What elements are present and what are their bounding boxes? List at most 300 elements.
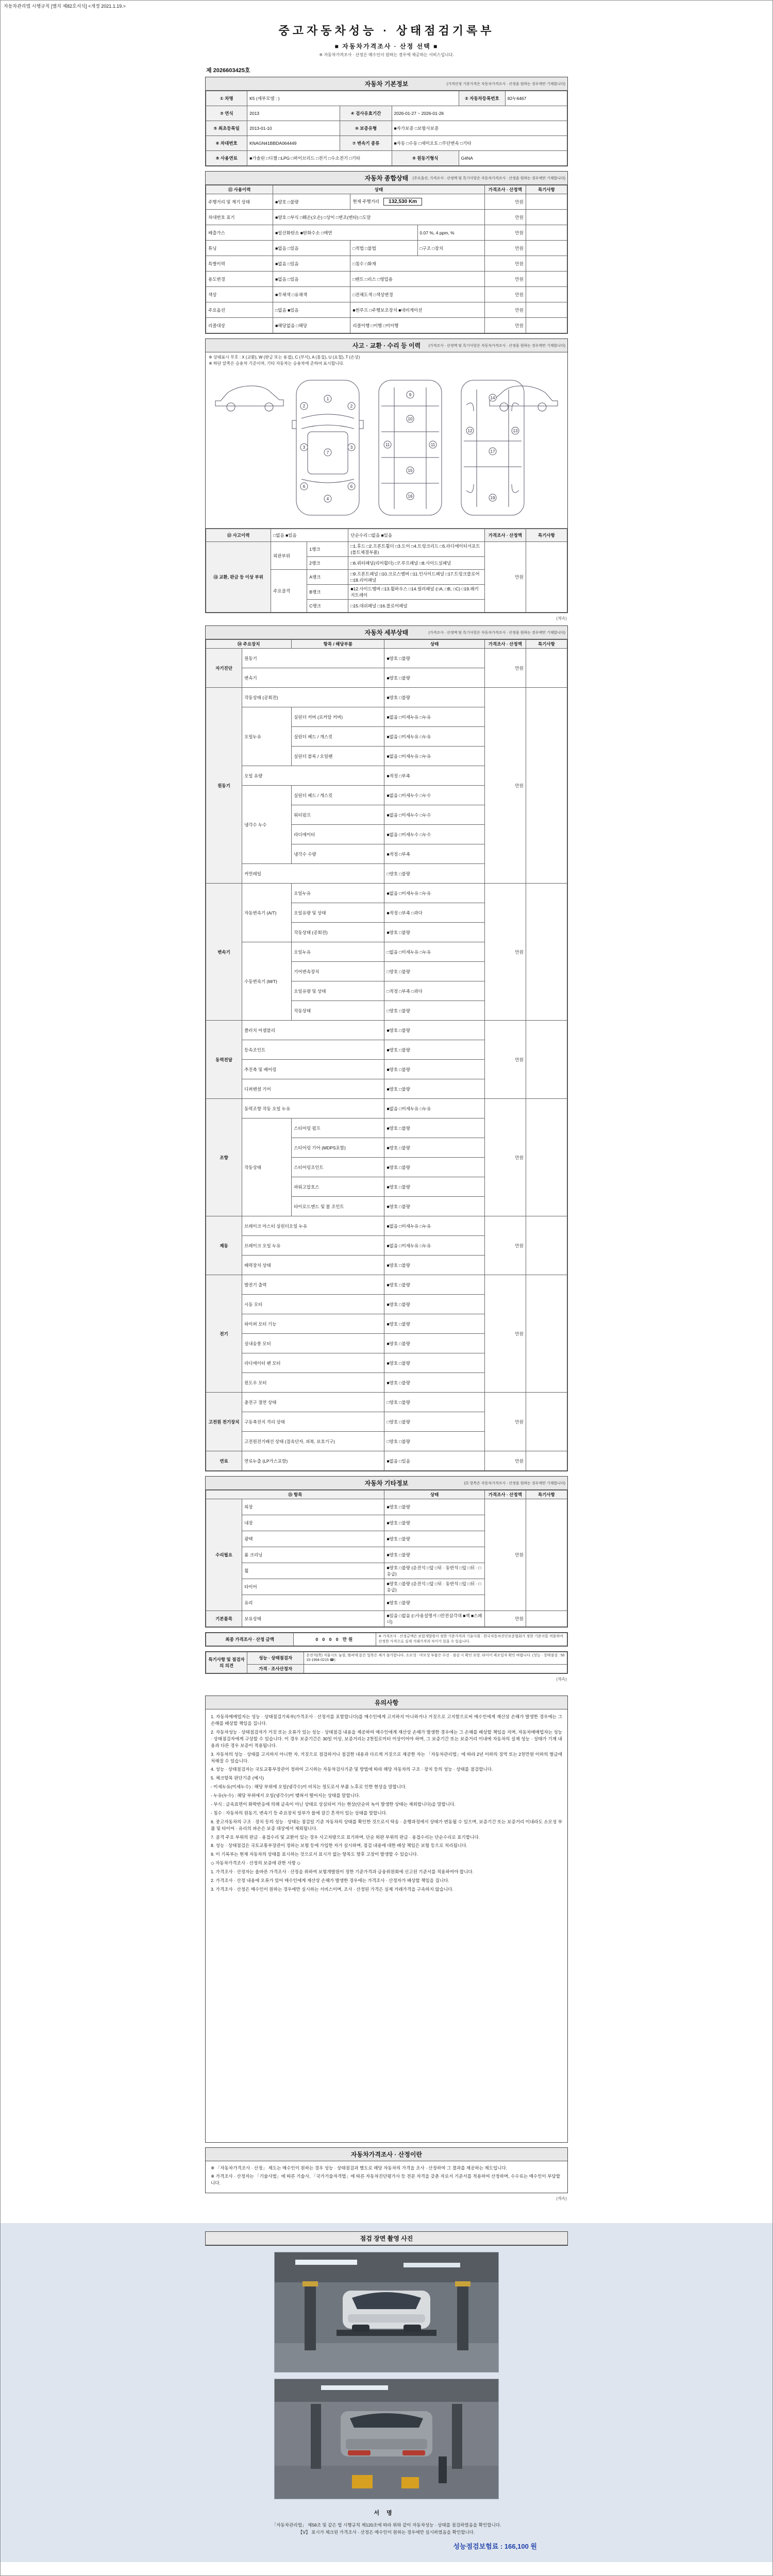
header-cell: 항목 / 해당부품 [292,640,384,649]
cell: □전체도색 □색상변경 [350,287,484,302]
cell: 연료누출 (LP가스포함) [242,1451,384,1471]
cell: 2026-01-27 ~ 2026-01-26 [392,106,567,121]
cell [526,272,567,287]
cell: □적법 □불법 [350,241,417,256]
cell [526,256,567,272]
text-line: - 누유(누수) : 해당 부위에서 오일(냉각수)이 맺혀서 떨어지는 상태를 말합니다. [211,1793,360,1799]
section-notice [205,1696,568,2143]
cell: 만원 [484,1099,526,1216]
cell [526,241,567,256]
cell [526,688,567,884]
text-line: 【Ⅴ】 표시가 체크된 가격조사 · 산정은 매수인이 원하는 경우에만 실시하였음을 확인합니다. [298,2529,475,2535]
cell: 리콜대상 [206,318,273,333]
cell [526,1393,567,1451]
svg-text:11: 11 [430,443,435,447]
continue-marker-3: (계속) [556,2196,567,2201]
cell: 발전기 출력 [242,1275,384,1295]
cell: 추진축 및 베어링 [242,1060,384,1079]
cell: 만원 [484,1499,526,1611]
header-cell: ⑮ 항목 [206,1490,384,1499]
basic-info-table [206,91,567,166]
cell: ■양호 □불량 [384,1531,484,1547]
table-row [206,1633,567,1646]
cell: ■해당없음 □해당 [273,318,350,333]
cell: ■있음 □없음 (□사용설명서 □안전삼각대 ■잭 ■스패너) [384,1611,484,1627]
table-row [206,529,567,542]
header-cell: ⑤ 최초등록일 [206,121,247,136]
document-title: 중고자동차성능 · 상태점검기록부 [278,24,495,37]
text-line: 6. 중고자동차의 구조 · 장치 등의 성능 · 상태는 점검일 기준 자동차의 상태를 확인한 것으로서 탁송 · 운행과정에서 상태가 변동될 수 있으며, 보증기간 또는 보증거리 이내라도 소모성 부품 및 타이어 · 유리의 파손은 보증 대상에서 제외됩니다. [211,1819,562,1831]
basic-info-title: 자동차 기본정보 [364,80,409,88]
cell: □9.프론트패널 □10.크로스멤버 □11.인사이드패널 □17.트렁크플로어 □18.리어패널 [348,570,484,585]
table-row [206,1275,567,1295]
cell: □없음 ■있음 [273,302,350,318]
header-cell: 전기 [206,1275,242,1393]
header-cell: 가격조사 · 산정액 [484,640,526,649]
cell: 커먼레일 [242,864,384,884]
table-row [206,318,567,333]
cell: 만원 [484,272,526,287]
cell: 룸 크리닝 [242,1547,384,1563]
header-cell: ② 자동차등록번호 [459,91,505,106]
cell: ■없음 □미세누유 □누유 [384,1099,484,1118]
cell: A랭크 [307,570,348,585]
cell: ■없음 □미세누유 □누유 [384,884,484,903]
cell: 만원 [484,225,526,241]
text-line: 4. 성능 · 상태점검자는 국토교통부장관이 정하여 고시하는 자동차검사기준 및 방법에 따라 해당 자동차의 구조 · 장치 등의 성능 · 상태를 점검합니다. [211,1767,493,1772]
cell: ■없음 □미세누수 □누수 [384,786,484,805]
comprehensive-title-bar [206,172,567,185]
other-note: (⑮ 항목은 자동차가격조사 · 산정을 원하는 경우에만 기재합니다) [464,1481,565,1485]
cell: 단순수리 □없음 ■있음 [348,529,484,542]
inspection-photo-front [274,2252,499,2372]
inspection-photo-rear [274,2379,499,2499]
cell: ■양호 □불량 [384,1060,484,1079]
cell: 만원 [484,302,526,318]
svg-text:9: 9 [409,393,412,397]
svg-text:2: 2 [350,404,353,409]
cell: ■양호 □불량 [384,1275,484,1295]
cell: 외판부위 [271,542,307,570]
car-damage-diagram [206,368,567,529]
cell: ■양호 □불량 [384,1138,484,1158]
cell: ■양호 □불량 [384,1177,484,1197]
cell: 리콜이행 □이행 □미이행 [350,318,484,333]
table-row [206,106,567,121]
cell [526,287,567,302]
svg-text:1: 1 [326,397,329,401]
cell: 작동상태 (공회전) [292,923,384,942]
cell: K5 (세부모델 : ) [247,91,459,106]
cell: 자동변속기 (A/T) [242,884,292,942]
table-row [206,1451,567,1471]
pricing-info-title: 자동차가격조사 · 산정이란 [350,2151,423,2159]
cell: ■양호 □불량 [384,1499,484,1515]
cell: □6.쿼터패널(리어휠더) □7.루프패널 □8.사이드실패널 [348,557,484,570]
cell [526,302,567,318]
table-row [206,1099,567,1118]
svg-text:3: 3 [303,445,306,450]
cell: 내장 [242,1515,384,1531]
photo-signature-panel [1,2223,772,2563]
cell: ■자동 □수동 □세미오토 □무단변속 □기타 [392,136,567,151]
cell: 만원 [484,194,526,210]
final-price-table [206,1633,567,1646]
header-cell: 기본품목 [206,1611,242,1627]
cell: ■양호 □불량 (운전석 □앞 □뒤 · 동반석 □앞 □뒤 · □응급) [384,1579,484,1595]
table-row [206,194,567,210]
cell: 윈도우 모터 [242,1373,384,1393]
text-line: ◇ 자동차가격조사 · 산정의 보증에 관한 사항 ◇ [211,1860,300,1866]
photos-title: 점검 장면 촬영 사진 [360,2234,413,2242]
cell: 브레이크 오일 누유 [242,1236,384,1256]
cell: 배력장치 상태 [242,1256,384,1275]
notice-title-bar [206,1696,567,1709]
table-row [206,884,567,903]
header-cell: ⑧ 사용연료 [206,151,247,166]
section-final-price [205,1632,568,1647]
cell [526,542,567,613]
cell: 만원 [484,542,526,613]
table-row [206,210,567,225]
cell: 주요골격 [271,570,307,613]
text-line: 9. 이 기록부는 현재 자동차의 상태를 표시하는 것으로서 표시가 없는 항목도 향후 고장이 발생할 수 있습니다. [211,1852,418,1857]
header-cell: ⑥ 차대번호 [206,136,247,151]
table-row [206,136,567,151]
cell: □양호 □불량 [384,1412,484,1432]
photo-rear-svg [275,2379,498,2499]
header-cell: 연료 [206,1451,242,1471]
form-reference-note: 자동차관리법 시행규칙 [별지 제82호서식] <개정 2021.1.19.> [4,4,126,9]
header-cell: 특기사항 [526,185,567,194]
cell: 실린더 커버 (로커암 커버) [292,707,384,727]
cell: 2랭크 [307,557,348,570]
cell [526,1611,567,1627]
cell: 디퍼렌셜 기어 [242,1079,384,1099]
cell: 만원 [484,1393,526,1451]
accident-table [206,529,567,613]
section-inspector-opinion [205,1651,568,1674]
cell: ■양호 □불량 [273,194,350,210]
header-cell: 특기사항 [526,1490,567,1499]
section-comprehensive-state [205,171,568,334]
cell: 워터펌프 [292,805,384,825]
cell: ■12.사이드멤버 □13.휠하우스 □14.필러패널 (□A, □B, □C) □19.패키지트레이 [348,585,484,600]
cell: ■없음 □미세누유 □누유 [384,747,484,766]
cell: 주요옵션 [206,302,273,318]
detail-table [206,639,567,1471]
svg-text:4: 4 [326,497,329,501]
header-cell: ③ 연식 [206,106,247,121]
cell: 시동 모터 [242,1295,384,1314]
cell: 만원 [484,688,526,884]
cell: ■양호 □불량 [384,1197,484,1216]
document-subnote: ※ 자동차가격조사 · 산정은 매수인이 원하는 경우에 제공하는 서비스입니다. [319,53,454,57]
cell: 타이로드엔드 및 볼 조인트 [292,1197,384,1216]
text-line: - 미세누유(미세누수) : 해당 부위에 오일(냉각수)이 비치는 정도로서 부품 노후로 인한 현상을 말합니다. [211,1784,407,1790]
cell: 등속조인트 [242,1040,384,1060]
cell: ■양호 □불량 [384,1353,484,1373]
svg-text:12: 12 [467,429,473,433]
header-cell: ⑭ 주요장치 [206,640,292,649]
accident-legend-basis: ※ 하단 앞쪽은 승용차 기준이며, 기타 자동차는 승용차에 준하여 표시합니다. [209,361,344,366]
cell: 보유상태 [242,1611,384,1627]
cell: 수동변속기 (M/T) [242,942,292,1021]
cell: 만원 [484,210,526,225]
text-line: 「자동차관리법」 제58조 및 같은 법 시행규칙 제120조에 따라 위와 같이 자동차성능 · 상태를 점검하였음을 확인합니다. [272,2522,501,2528]
cell [526,1275,567,1393]
cell: □양호 □불량 [384,1001,484,1021]
cell: ■양호 □불량 [384,1158,484,1177]
car-diagram-svg [206,369,567,523]
table-row [206,542,567,557]
cell: 1랭크 [307,542,348,557]
cell: ■적정 □부족 □과다 [384,903,484,923]
section-other-info [205,1476,568,1628]
cell: ■양호 □불량 [384,1314,484,1334]
cell: G4NA [459,151,567,166]
cell [526,1216,567,1275]
cell: 2013 [247,106,340,121]
cell: 오일유량 및 상태 [292,903,384,923]
cell: □양호 □불량 [384,864,484,884]
section-photos [205,2231,568,2246]
cell: ■없음 □있음 [273,272,350,287]
cell: ■없음 □미세누수 □누수 [384,805,484,825]
accident-title-bar [206,339,567,352]
text-line: 3. 자동차의 성능 · 상태를 고지하지 아니한 자, 거짓으로 점검하거나 점검한 내용과 다르게 거짓으로 제공한 자는 「자동차관리법」에 따라 2년 이하의 징역 또는 2천만원 이하의 벌금에 처해질 수 있습니다. [211,1751,562,1764]
svg-text:6: 6 [350,484,353,489]
cell: □없음 □미세누유 □누유 [384,942,484,962]
cell: 충전구 절연 상태 [242,1393,384,1412]
svg-text:19: 19 [490,496,495,500]
other-title: 자동차 기타정보 [364,1480,409,1487]
cell: 2013-01-10 [247,121,340,136]
insurance-premium-amount: 166,100 원 [504,2543,537,2551]
header-cell: 수리필요 [206,1499,242,1611]
cell: ■양호 □불량 [384,649,484,668]
comprehensive-title: 자동차 종합상태 [364,175,409,182]
detail-title: 자동차 세부상태 [364,629,409,636]
cell: ※ 가격조사 · 산정금액은 보험개발원이 정한 기준가격과 기술사회 · 한국자동차진단보증협회가 정한 기준서를 적용하여 산정한 가격으로 실제 거래가격과 차이가 있을 수 있습니다. [376,1633,567,1646]
table-row [206,688,567,707]
cell: 만원 [484,884,526,1021]
cell: ■가솔린 □디젤 □LPG □하이브리드 □전기 □수소전기 □기타 [247,151,392,166]
cell: ■썬루프 □주행보조장치 ■네비게이션 [350,302,484,318]
cell: 만원 [484,1021,526,1099]
cell: 타이어 [242,1579,384,1595]
continue-marker-1: (계속) [556,616,567,621]
cell: 만원 [484,1611,526,1627]
cell: ■양호 □불량 [384,1334,484,1353]
continue-marker-2: (계속) [556,1677,567,1682]
cell: 실내송풍 모터 [242,1334,384,1353]
table-row [206,1499,567,1515]
header-cell: 가격조사 · 산정액 [484,529,526,542]
cell [526,318,567,333]
signature-block [205,2509,568,2551]
cell: 만원 [484,318,526,333]
pricing-info-body [206,2161,567,2193]
cell: 만원 [484,241,526,256]
header-cell: 고전원 전기장치 [206,1393,242,1451]
detail-note: (가격조사 · 산정액 및 특기사항은 자동차가격조사 · 산정을 원하는 경우에만 기재합니다) [428,631,565,635]
cell: 용도변경 [206,272,273,287]
svg-text:10: 10 [408,417,413,421]
table-row [206,185,567,194]
text-line: 3. 가격조사 · 산정은 매수인이 원하는 경우에만 실시하는 서비스이며, 조사 · 산정된 가격은 실제 거래가격을 구속하지 않습니다. [211,1886,453,1892]
cell: ■일산화탄소 ■탄화수소 □매연 [273,225,417,241]
table-row [206,1021,567,1040]
accident-legend-symbols: ※ 상태표시 부호 : X (교환), W (판금 또는 용접), C (부식), A (흠집), U (요철), T (손상) [209,355,360,360]
cell: ■양호 □불량 [384,688,484,707]
cell: ■없음 □미세누유 □누유 [384,1216,484,1236]
header-cell: 최종 가격조사 · 산정 금액 [206,1633,294,1646]
accident-title: 사고 · 교환 · 수리 등 이력 [352,342,421,349]
comprehensive-note: (주요옵션, 가격조사 · 산정액 및 특기사항은 자동차가격조사 · 산정을 원하는 경우에만 기재합니다) [412,176,565,180]
accident-note: (가격조사 · 산정액 및 특기사항은 자동차가격조사 · 산정을 원하는 경우에만 기재합니다) [428,344,565,348]
cell: 실린더 헤드 / 개스킷 [292,727,384,747]
table-row [206,121,567,136]
comprehensive-table [206,185,567,333]
cell: 82누6467 [505,91,567,106]
svg-text:15: 15 [408,468,413,473]
notice-title: 유의사항 [374,1699,399,1707]
text-line: - 침수 : 자동차의 원동기, 변속기 등 주요장치 일부가 물에 잠긴 흔적이 있는 상태를 말합니다. [211,1810,388,1816]
cell [526,194,567,210]
header-cell: ⑦ 변속기 종류 [340,136,392,151]
text-line: ※ 「자동차가격조사 · 산정」 제도는 매수인이 원하는 경우 성능 · 상태점검과 별도로 해당 자동차의 가격을 조사 · 산정하여 그 결과를 제공하는 제도입니다. [211,2165,508,2171]
table-row [206,640,567,649]
cell: 만원 [484,1451,526,1471]
cell: □1.후드 □2.프론트휠더 □3.도어 □4.트렁크리드 □5.라디에이터서포트(볼트체결부품) [348,542,484,557]
cell: 만원 [484,1275,526,1393]
header-cell: ① 차명 [206,91,247,106]
cell: 휠 [242,1563,384,1579]
header-cell: 특기사항 [526,640,567,649]
header-cell: 특기사항 [526,529,567,542]
cell: 원동기 [242,649,384,668]
cell [526,225,567,241]
header-cell: 상태 [384,1490,484,1499]
cell: ■없음 □있음 [384,1451,484,1471]
text-line: 2. 자동차성능 · 상태점검자가 거짓 또는 오류가 있는 성능 · 상태점검 내용을 제공하여 매수인에게 재산상 손해가 발생한 경우에는 그 손해를 배상할 책임을 지며, 자동차매매업자는 성능 · 상태점검자에게 구상할 수 있습니다. 이 경우 보증기간은 30일 이상, 보증거리는 2천킬로미터 이상이어야 하며, 그 보증기간 또는 보증거리 이내에 자동차의 실제 성능 · 상태가 기재 내용과 다른 경우 보증이 적용됩니다. [211,1729,562,1748]
cell: 차대번호 표기 [206,210,273,225]
header-cell: ⑩ 보증유형 [340,121,392,136]
table-row [206,151,567,166]
cell: □없음 ■있음 [271,529,348,542]
text-line: - 부식 : 금속표면이 화학반응에 의해 금속이 아닌 상태로 상실되어 가는 현상(단순히 녹이 발생한 상태는 제외합니다)을 말합니다. [211,1801,456,1807]
cell: 오일누유 [242,707,292,766]
pricing-info-title-bar [206,2148,567,2161]
detail-title-bar [206,626,567,639]
cell: □양호 □불량 [384,962,484,981]
cell: □렌트 □리스 □영업용 [350,272,484,287]
svg-text:7: 7 [326,450,329,455]
section-detail-state [205,625,568,1471]
section-accident-history [205,338,568,613]
cell: 냉각수 수량 [292,844,384,864]
cell [526,884,567,1021]
cell: ■양호 □불량 [384,1079,484,1099]
cell: ■양호 □불량 [384,1373,484,1393]
header-cell: 동력전달 [206,1021,242,1099]
cell: ■양호 □불량 [384,1295,484,1314]
cell: □적정 □부족 □과다 [384,981,484,1001]
header-cell: 상태 [273,185,485,194]
insurance-premium [205,2541,568,2551]
cell: C랭크 [307,600,348,613]
document-subtitle: ■ 자동차가격조사 · 산정 선택 ■ [334,43,439,50]
cell: 구동축전지 격리 상태 [242,1412,384,1432]
cell: ■양호 □불량 [384,1256,484,1275]
header-cell: 상태 [384,640,484,649]
header-cell: 조향 [206,1099,242,1216]
cell: □15.대쉬패널 □16.플로어패널 [348,600,484,613]
cell: □구조 □장치 [417,241,484,256]
cell: 클러치 어셈블리 [242,1021,384,1040]
cell: □양호 □불량 [384,1432,484,1451]
cell: 파워고압호스 [292,1177,384,1197]
header-cell: ④ 검사유효기간 [340,106,392,121]
document-number: 제 2026603425호 [206,67,250,74]
cell: 운전석(쪽) 직물시트 눌림, 범퍼에 묻은 얼룩은 제거 불가합니다. 소모성 · 마모성 부품은 수선 · 점검 시 확인 요망. 타이어 제조일자 확인 바랍니다. (성능 · 상태점검 : 5015-1994-0215 ☎) [304,1652,567,1665]
text-line: 2. 가격조사 · 산정 내용에 오류가 있어 매수인에게 재산상 손해가 발생한 경우에는 가격조사 · 산정자가 배상할 책임을 집니다. [211,1878,449,1883]
cell: 외장 [242,1499,384,1515]
cell: 와이퍼 모터 기능 [242,1314,384,1334]
section-basic-info [205,77,568,166]
cell: 냉각수 누수 [242,786,292,864]
table-row [206,287,567,302]
mileage-box: 132,530 Km [383,198,422,206]
header-cell: 특기사항 및 점검자의 의견 [206,1652,247,1673]
header-cell: ⑬ 교환, 판금 등 이상 부위 [206,542,271,613]
table-row [206,272,567,287]
cell: 현재 주행거리 132,530 Km [350,194,484,210]
cell: 튜닝 [206,241,273,256]
cell [526,1099,567,1216]
signature-title: 서명 [374,2510,399,2516]
cell: 기어변속장치 [292,962,384,981]
accident-legend [206,352,567,368]
cell: ■자가보증 □보험사보증 [392,121,567,136]
cell: 작동상태 [242,1118,292,1216]
cell: 라디에이터 [292,825,384,844]
cell: ■양호 □부식 □훼손(오손) □상이 □변조(변타) □도말 [273,210,485,225]
cell: □침수 □화재 [350,256,484,272]
cell: 광택 [242,1531,384,1547]
table-row [206,91,567,106]
header-cell: 원동기 [206,688,242,884]
cell: 색상 [206,287,273,302]
cell: 0.07 %, 4 ppm, % [417,225,484,241]
text-line: 5. 체크항목 판단기준 (예시) [211,1775,264,1781]
cell [526,210,567,225]
cell: ■없음 □있음 [273,256,350,272]
header-cell: 가격조사 · 산정액 [484,185,526,194]
cell: 만원 [484,1216,526,1275]
cell: ■없음 □있음 [273,241,350,256]
svg-text:13: 13 [513,429,518,433]
text-line: 7. 골격 주요 부위의 판금 · 용접수리 및 교환이 있는 경우 사고차량으로 표기하며, 단순 외판 부위의 판금 · 용접수리는 단순수리로 표기합니다. [211,1834,480,1840]
table-row [206,225,567,241]
cell [526,1021,567,1099]
header-cell: 성능 · 상태점검자 [247,1652,304,1665]
document-header [205,1,568,74]
cell: B랭크 [307,585,348,600]
cell: ■없음 □미세누유 □누유 [384,727,484,747]
cell: □양호 □불량 [384,1393,484,1412]
